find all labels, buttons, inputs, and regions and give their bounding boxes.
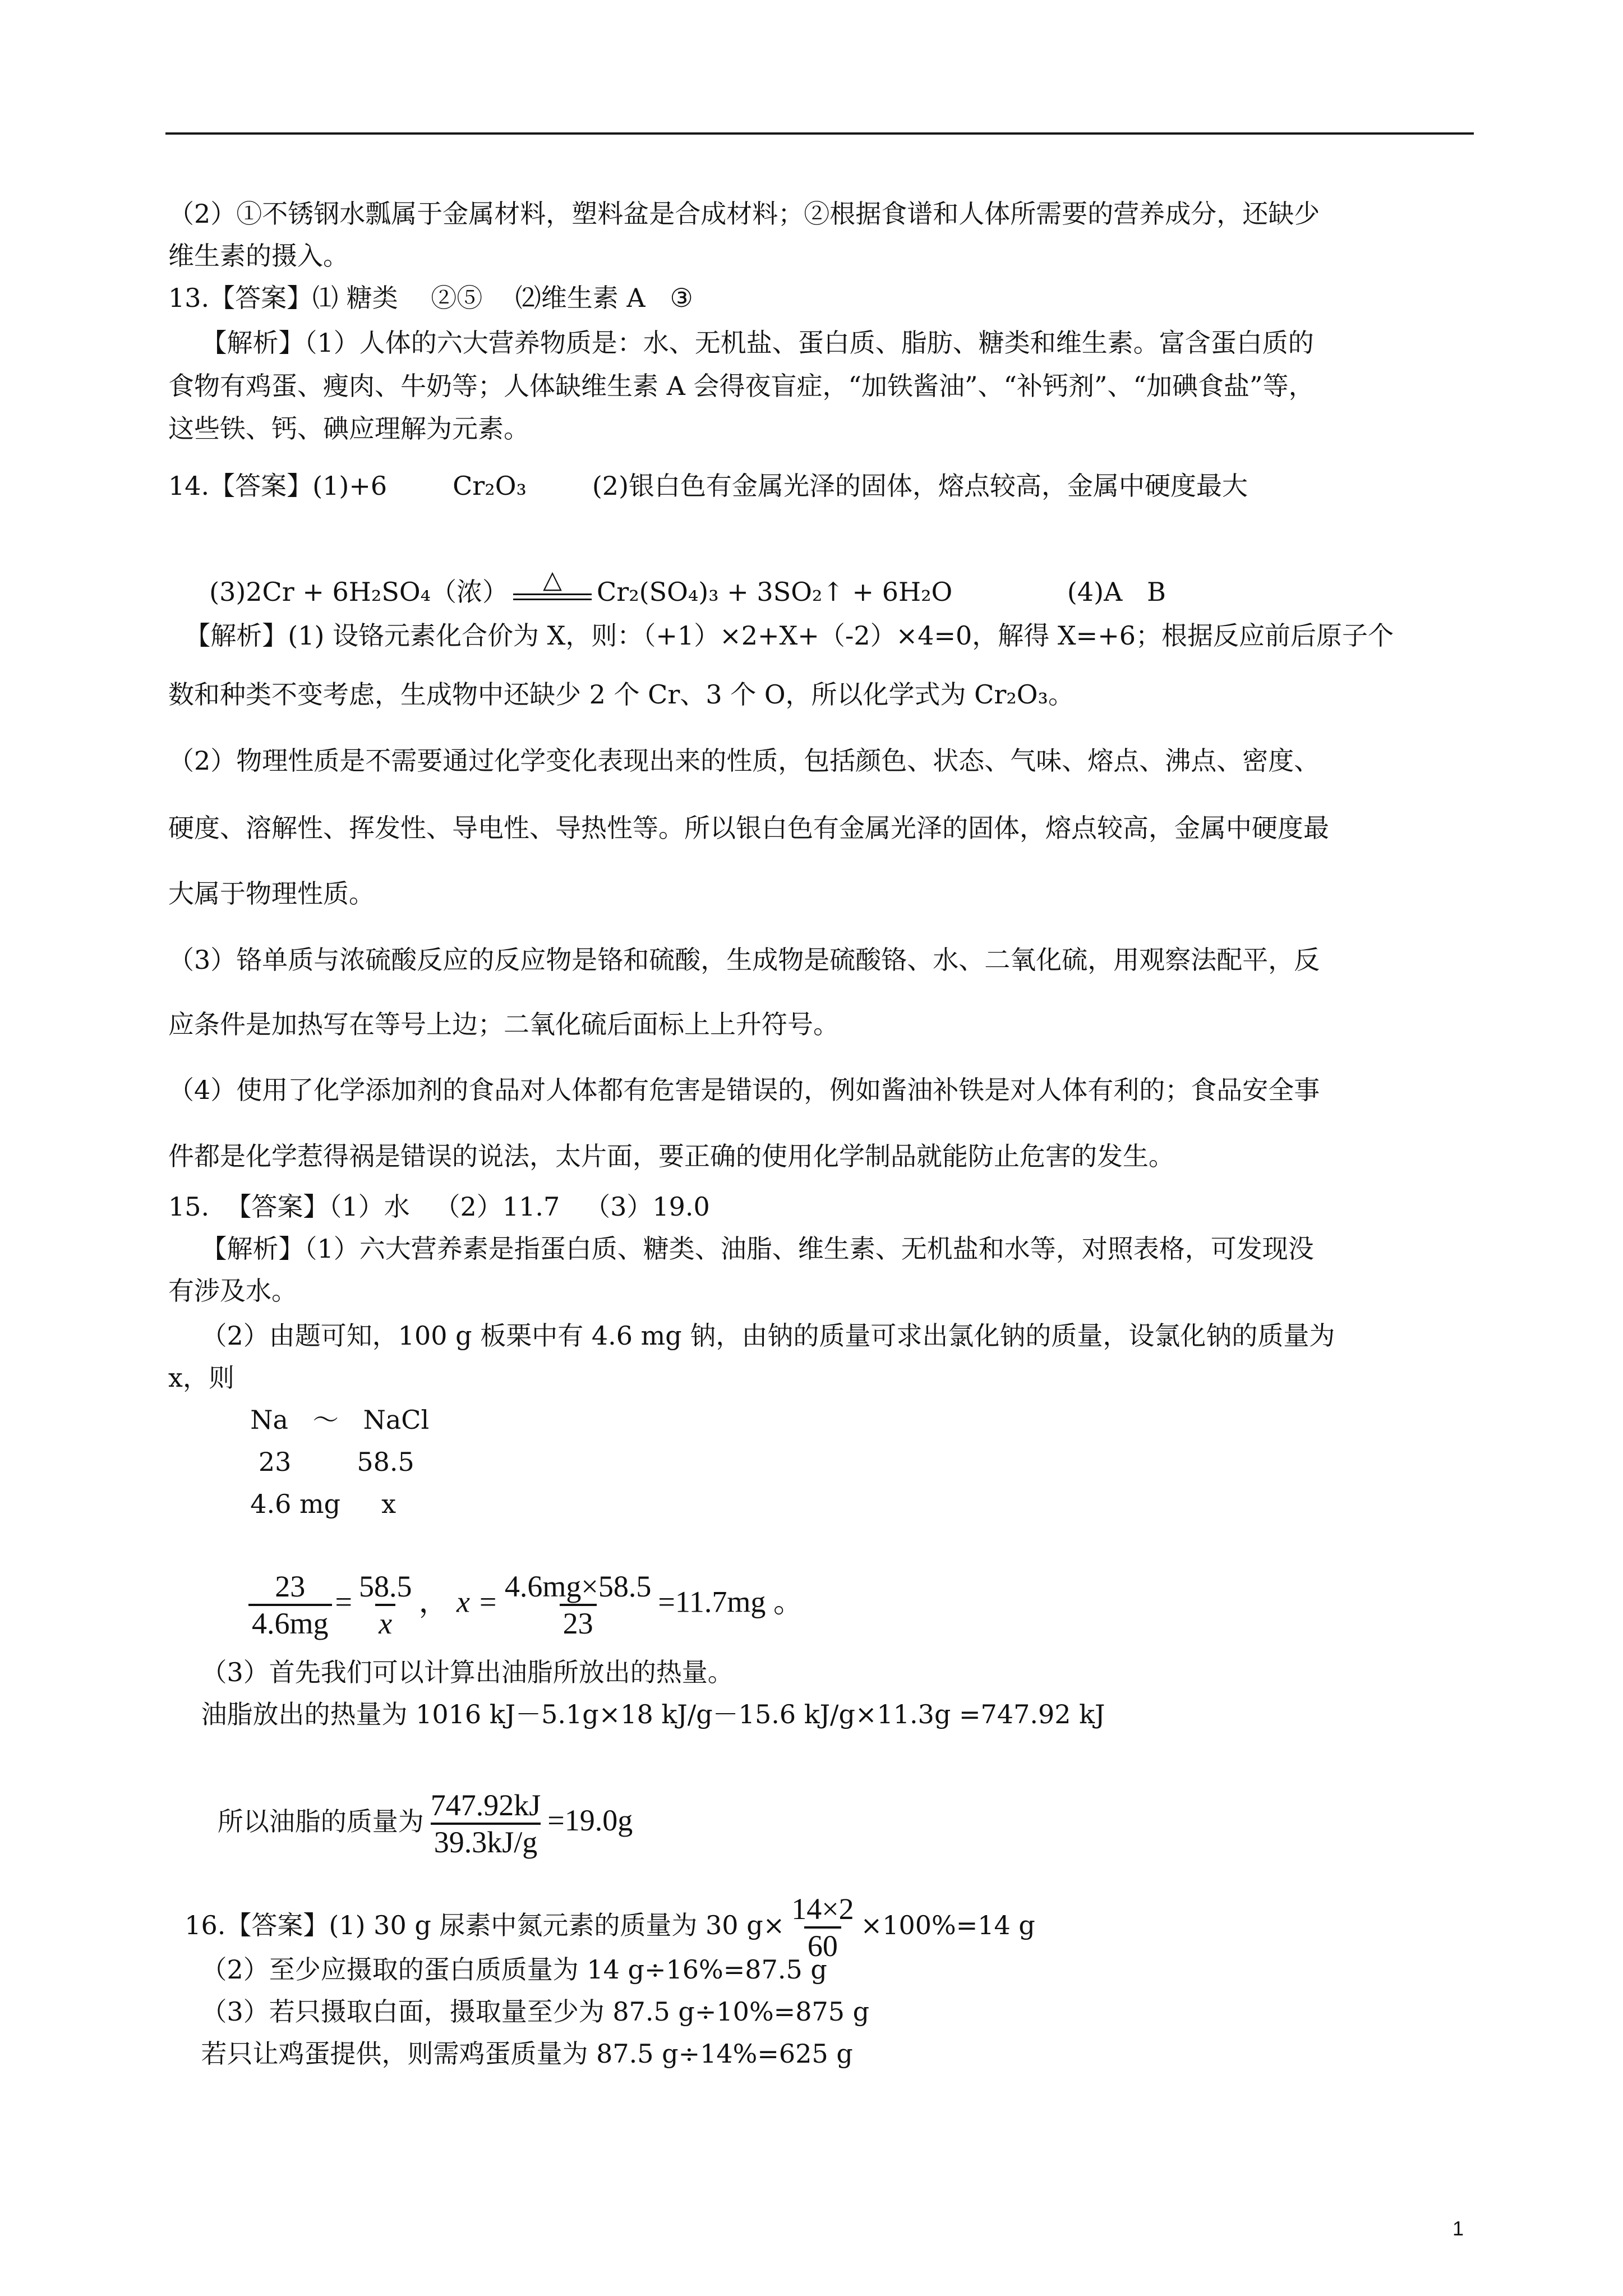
equation-line bbox=[168, 533, 1166, 609]
text-line: （2）至少应摄取的蛋白质质量为 14 g÷16%=87.5 g bbox=[168, 1954, 827, 1985]
page-number: 1 bbox=[1453, 2217, 1464, 2240]
ratio-row-1: Na ～ NaCl bbox=[168, 1405, 430, 1435]
text-line: （4）使用了化学添加剂的食品对人体都有危害是错误的，例如酱油补铁是对人体有利的；食品安全事 bbox=[168, 1075, 1320, 1105]
ratio-row-3: 4.6 mg x bbox=[168, 1489, 396, 1519]
fraction: $\frac{747.92kJ}{39.3kJ/g}$ bbox=[430, 1788, 541, 1859]
heat-symbol: △ bbox=[543, 565, 562, 594]
text-line: 【解析】（1）人体的六大营养物质是：水、无机盐、蛋白质、脂肪、糖类和维生素。富含蛋白质的 bbox=[168, 328, 1314, 358]
text-line: 【解析】（1）六大营养素是指蛋白质、糖类、油脂、维生素、无机盐和水等，对照表格，可发现没 bbox=[168, 1234, 1314, 1264]
equation-right: Cr₂(SO₄)₃ + 3SO₂↑ + 6H₂O (4)A B bbox=[597, 577, 1166, 607]
text-line: （2）由题可知，100 g 板栗中有 4.6 mg 钠，由钠的质量可求出氯化钠的质量，设氯化钠的质量为 bbox=[168, 1320, 1335, 1351]
text-line: x，则 bbox=[168, 1363, 234, 1393]
text-line: 件都是化学惹得祸是错误的说法，太片面，要正确的使用化学制品就能防止危害的发生。 bbox=[168, 1141, 1174, 1171]
fraction: $\frac{14\times 2}{60}$ bbox=[791, 1892, 854, 1963]
header-rule bbox=[165, 132, 1474, 135]
fraction: $\frac{4.6mg\times 58.5}{23}$ bbox=[504, 1570, 652, 1640]
math-proportion: $\frac{23}{4.6mg}$ = $\frac{58.5}{x}$ ， x = $\frac{4.6mg\times 58.5}{23}$ =11.7mg 。 bbox=[230, 1534, 804, 1641]
text-line: 【解析】(1) 设铬元素化合价为 X，则：（+1）×2+X+（-2）×4=0，解得 X=+6；根据反应前后原子个 bbox=[168, 620, 1394, 651]
text-line: 应条件是加热写在等号上边；二氧化硫后面标上上升符号。 bbox=[168, 1009, 839, 1039]
text-line: 维生素的摄入。 bbox=[168, 241, 349, 271]
text-line: 硬度、溶解性、挥发性、导电性、导热性等。所以银白色有金属光泽的固体，熔点较高，金属中硬度最 bbox=[168, 813, 1329, 843]
math-fat-mass: 所以油脂的质量为 $\frac{747.92kJ}{39.3kJ/g}$ =19.0g bbox=[185, 1788, 633, 1859]
text-line: 数和种类不变考虑，生成物中还缺少 2 个 Cr、3 个 O，所以化学式为 Cr₂O₃。 bbox=[168, 679, 1074, 710]
text-line: （3）若只摄取白面，摄取量至少为 87.5 g÷10%=875 g bbox=[168, 1996, 870, 2027]
text-line: 若只让鸡蛋提供，则需鸡蛋质量为 87.5 g÷14%=625 g bbox=[168, 2039, 853, 2069]
fraction: $\frac{23}{4.6mg}$ bbox=[248, 1569, 332, 1641]
text-line: （3）首先我们可以计算出油脂所放出的热量。 bbox=[168, 1657, 734, 1687]
reaction-condition bbox=[510, 565, 594, 609]
equation-left: (3)2Cr + 6H₂SO₄（浓） bbox=[185, 577, 509, 607]
text-line: （2）①不锈钢水瓢属于金属材料，塑料盆是合成材料；②根据食谱和人体所需要的营养成分，还缺少 bbox=[168, 199, 1320, 229]
text-line: 这些铁、钙、碘应理解为元素。 bbox=[168, 413, 529, 444]
ratio-row-2: 23 58.5 bbox=[168, 1447, 414, 1477]
text-line: 大属于物理性质。 bbox=[168, 878, 375, 909]
answer-13: 13.【答案】⑴ 糖类 ②⑤ ⑵维生素 A ③ bbox=[168, 283, 693, 313]
text-line: 油脂放出的热量为 1016 kJ－5.1g×18 kJ/g－15.6 kJ/g×11.3g =747.92 kJ bbox=[168, 1699, 1105, 1729]
text-line: 食物有鸡蛋、瘦肉、牛奶等；人体缺维生素 A 会得夜盲症，“加铁酱油”、“补钙剂”、“加碘食盐”等， bbox=[168, 371, 1315, 401]
text-line: （2）物理性质是不需要通过化学变化表现出来的性质，包括颜色、状态、气味、熔点、沸点、密度、 bbox=[168, 746, 1320, 776]
text-line: 有涉及水。 bbox=[168, 1276, 297, 1306]
text-line: （3）铬单质与浓硫酸反应的反应物是铬和硫酸，生成物是硫酸铬、水、二氧化硫，用观察法配平，反 bbox=[168, 945, 1320, 975]
answer-15: 15. 【答案】（1）水 （2）11.7 （3）19.0 bbox=[168, 1191, 710, 1222]
fraction: $\frac{58.5}{x}$ bbox=[358, 1570, 412, 1640]
answer-14: 14.【答案】(1)+6 Cr₂O₃ (2)银白色有金属光泽的固体，熔点较高，金属中硬度最大 bbox=[168, 471, 1248, 501]
answer-16: 16.【答案】(1) 30 g 尿素中氮元素的质量为 30 g× $\frac{14\times 2}{60}$ ×100%=14 g bbox=[185, 1892, 1035, 1963]
